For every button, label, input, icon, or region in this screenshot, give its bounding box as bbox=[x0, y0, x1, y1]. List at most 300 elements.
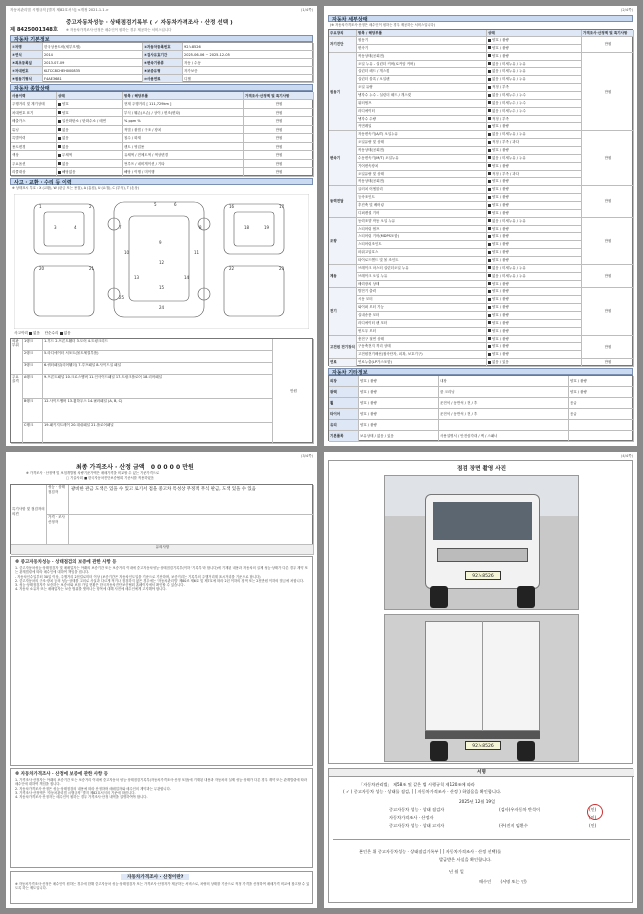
detail-state: 양호 / 불량 bbox=[487, 53, 582, 61]
other-cell: 룸 크리닝 bbox=[439, 387, 569, 398]
detail-state: 양호 / 불량 bbox=[487, 320, 582, 328]
appraisal-body: 1. 가격조사·산정자는 아래의 보증기간 또는 보증거리 이내에 중고자동차 성능·상태점검기록부(자동차가격조사·산정 포함)에 기재된 내용과 자동차의 실제 성능·상태가 다른 경우 계약 또는 관계법령에 따라 매수인에 대하여 책임을 집니다. 2. 자동차가격조사·산정은 성능·상태점검의 내용에 따라 산정하며 매매업자와 매수인의 계약과는 무관합니다. 3. 가격조사·산정액은 '자동차관리법 시행규칙' 별지 제82호서식의 기준에 따릅니다. 4. 자동차가격조사·산정자는 매수인이 원하는 경우 가격조사·산정 내역을 설명하여야 합니다. bbox=[15, 778, 308, 800]
form-title: 중고자동차성능 · 상태점검기록부 ( ✓ 자동차가격조사 · 산정 선택 ) bbox=[66, 20, 233, 26]
final-price-title: 최종 가격조사 · 산정 금액 0 0 0 0 0 만원 bbox=[76, 464, 194, 471]
detail-note: (※ 자동차가격조사·산정은 매수인이 원하는 경우 제공하는 서비스입니다) bbox=[330, 23, 436, 27]
final-price-options: □ 기술사회 ■ 한국자동차진단보증협회 기준서를 적용하였음 bbox=[66, 476, 154, 480]
document-number: 제 8425001348호 bbox=[10, 27, 58, 33]
diagram-part-number: 12 bbox=[159, 260, 165, 265]
detail-state: 적정 / 부족 / 과다 bbox=[487, 171, 582, 179]
signer-role: 중고자동차 성능 · 상태 점검자 bbox=[389, 807, 445, 812]
other-cell: 사용설명서 / 안전삼각대 / 잭 / 스패너 bbox=[439, 431, 569, 442]
checkbox[interactable] bbox=[488, 125, 491, 128]
detail-item: 파워고압호스 bbox=[357, 249, 487, 257]
status-cell: 만원 bbox=[244, 168, 314, 177]
detail-item: 자동변속기(A/T) 오일누유 bbox=[357, 131, 487, 139]
basic-key: ⑨원동기형식 bbox=[11, 75, 43, 83]
diagram-part-number: 1 bbox=[39, 204, 42, 209]
receipt-text-2: 발급받은 사실을 확인합니다. bbox=[439, 857, 492, 862]
checkbox[interactable] bbox=[488, 196, 491, 199]
detail-state: 양호 / 불량 bbox=[487, 147, 582, 155]
basic-value: 2014 bbox=[43, 51, 143, 59]
detail-state: 양호 / 불량 bbox=[487, 233, 582, 241]
status-cell: 썬루프 / 네비게이션 / 기타 bbox=[123, 160, 244, 169]
checkbox[interactable] bbox=[488, 259, 491, 262]
appraisal-title: ※ 자동차가격조사 · 산정에 보증에 관한 사항 등 bbox=[15, 772, 108, 777]
final-price-note: ※ 가격조사 · 산정액 및 보험개발원 차량기준가액은 매매가격을 비교할 수 있는 기준가격으로 bbox=[26, 471, 160, 475]
detail-item: 브레이크 오일 누유 bbox=[357, 273, 487, 281]
diagram-part-number: 21 bbox=[89, 266, 95, 271]
receipt-text-1: 본인은 위 중고자동차성능 · 상태점검기록부 [ ] 자동차가격조사 · 산정 선택)를 bbox=[359, 849, 502, 854]
vehicle-damage-diagram bbox=[14, 194, 309, 329]
detail-item: 동력조향 작동 오일 누유 bbox=[357, 218, 487, 226]
diagram-part-number: 18 bbox=[244, 225, 250, 230]
accident-summary: 사고이력 없음 단순수리 없음 bbox=[14, 331, 71, 335]
caution-header: 유의사항 bbox=[11, 545, 314, 555]
status-cell: 튜닝 bbox=[11, 126, 57, 135]
outer-rank-2: 2랭크 bbox=[23, 351, 43, 363]
section-overall-status: 자동차 종합상태 bbox=[10, 84, 313, 91]
status-cell: 차대번호 표기 bbox=[11, 109, 57, 118]
basic-key: ⑤최초등록일 bbox=[11, 59, 43, 67]
page-number: (2/4쪽) bbox=[620, 8, 633, 12]
status-cell: 렌트 / 영업용 bbox=[123, 143, 244, 152]
detail-item: 원동기 bbox=[357, 37, 487, 45]
detail-state: 양호 / 불량 bbox=[487, 351, 582, 359]
basic-value: 한국상용트럭(세부모델) bbox=[43, 43, 143, 51]
signer-name: (주)진지 임환수 bbox=[499, 823, 528, 828]
detail-state: 적정 / 부족 / 과다 bbox=[487, 139, 582, 147]
basic-key: ⑦차대번호 bbox=[11, 67, 43, 75]
section-other-info: 자동차 기타정보 bbox=[328, 368, 633, 375]
status-cell: 부식 / 훼손(오손) / 상이 / 변조(변타) bbox=[123, 109, 244, 118]
other-cell: 양호 / 불량 bbox=[359, 387, 439, 398]
basic-key: ④검사유효기간 bbox=[143, 51, 183, 59]
other-cell: 광택 bbox=[329, 387, 359, 398]
detail-state: 양호 / 불량 bbox=[487, 45, 582, 53]
checkbox[interactable] bbox=[488, 337, 491, 340]
checkbox[interactable] bbox=[488, 251, 491, 254]
diagram-part-number: 10 bbox=[124, 250, 130, 255]
appraisal-definition-text: ※ 자동차가격조사·산정은 매수인이 원하는 경우에 한해 중고자동차 성능·상태점검자 또는 가격조사·산정자가 제공하는 서비스로, 차량의 상태를 기준으로 적정 가격을 산정하여 매매가격 비교에 참고할 수 있도록 하는 제도입니다. bbox=[15, 882, 310, 891]
basic-value: 92노8526 bbox=[183, 43, 314, 51]
status-cell: 없음 bbox=[57, 160, 123, 169]
checkbox[interactable] bbox=[58, 137, 61, 140]
detail-item: 스티어링조인트 bbox=[357, 241, 487, 249]
other-cell: 운전석 / 동반석 / 전 / 후 bbox=[439, 398, 569, 409]
checkbox[interactable] bbox=[58, 103, 61, 106]
checkbox[interactable] bbox=[58, 128, 61, 131]
detail-item: 냉각수 누수 - 실린더 헤드 / 개스킷 bbox=[357, 92, 487, 100]
detail-state: 양호 / 불량 bbox=[487, 123, 582, 131]
status-cell: % ppm % bbox=[123, 117, 244, 126]
detail-state: 없음 / 미세누유 / 누유 bbox=[487, 68, 582, 76]
detail-price: 만원 bbox=[582, 131, 634, 186]
detail-item: 디퍼렌셜 기어 bbox=[357, 210, 487, 218]
checkbox[interactable] bbox=[488, 274, 491, 277]
detail-state: 양호 / 불량 bbox=[487, 178, 582, 186]
status-cell: 만원 bbox=[244, 126, 314, 135]
frame-rank-c: C랭크 bbox=[23, 423, 43, 444]
basic-value: 자동 / 수동 bbox=[183, 59, 314, 67]
detail-state: 양호 / 불량 bbox=[487, 186, 582, 194]
checkbox[interactable] bbox=[488, 62, 491, 65]
status-cell: 만원 bbox=[244, 160, 314, 169]
checkbox[interactable] bbox=[58, 120, 61, 123]
receipt-date: 년 월 일 bbox=[449, 869, 464, 874]
warranty-title: ※ 중고자동차성능 · 상태점검의 보증에 관한 사항 등 bbox=[15, 560, 117, 565]
checkbox[interactable] bbox=[488, 101, 491, 104]
detail-item: 실내송풍 모터 bbox=[357, 312, 487, 320]
detail-price: 만원 bbox=[582, 186, 634, 217]
other-cell: 유리 bbox=[329, 420, 359, 431]
detail-group: 자기진단 bbox=[329, 37, 357, 53]
diagram-part-number: 8 bbox=[199, 225, 202, 230]
detail-state: 양호 / 불량 bbox=[487, 304, 582, 312]
detail-item: 오일 누유 - 실린더 커버(로커암 커버) bbox=[357, 61, 487, 69]
rear-plate-number: 92노8526 bbox=[465, 741, 501, 750]
status-cell: 해당 / 이행 / 미이행 bbox=[123, 168, 244, 177]
frame-rank-b-items: 12.사이드멤버 13.휠하우스 14.필러패널 (A, B, C) bbox=[43, 399, 273, 423]
detail-price: 만원 bbox=[582, 37, 634, 53]
detail-price: 만원 bbox=[582, 359, 634, 367]
outer-rank-3: 3랭크 bbox=[23, 363, 43, 375]
special-notes-table bbox=[10, 484, 313, 554]
detail-item: 충전구 절연 상태 bbox=[357, 336, 487, 344]
signature-section bbox=[328, 768, 633, 903]
checkbox[interactable] bbox=[58, 111, 61, 114]
diagram-part-number: 16 bbox=[229, 204, 235, 209]
checkbox[interactable] bbox=[58, 162, 61, 165]
outer-rank-1-items: 1.후드 2.프론트휀더 3.도어 4.트렁크리드 bbox=[43, 339, 273, 351]
checkbox[interactable] bbox=[488, 204, 491, 207]
detail-state: 양호 / 불량 bbox=[487, 288, 582, 296]
other-cell: 응급 bbox=[569, 398, 634, 409]
detail-group: 변속기 bbox=[329, 131, 357, 186]
detail-state: 양호 / 불량 bbox=[487, 312, 582, 320]
signer-name: (검사)우자동차 반석이 bbox=[499, 807, 541, 812]
truck-front-photo bbox=[384, 475, 579, 610]
detail-state: 적정 / 부족 bbox=[487, 84, 582, 92]
detail-state: 양호 / 불량 bbox=[487, 226, 582, 234]
detail-state: 양호 / 불량 bbox=[487, 328, 582, 336]
basic-value: 2025-06-06 ~ 2025-12-05 bbox=[183, 51, 314, 59]
status-cell: 해당없음 bbox=[57, 168, 123, 177]
truck-rear-photo bbox=[384, 614, 579, 762]
other-cell: 양호 / 불량 bbox=[359, 409, 439, 420]
diagram-part-number: 22 bbox=[229, 266, 235, 271]
detail-state: 없음 / 미세누유 / 누유 bbox=[487, 273, 582, 281]
detail-status-table bbox=[328, 29, 633, 366]
signature-text-1: 「자동차관리법」 제58조 및 같은 법 시행규칙 제120조에 따라 bbox=[359, 782, 475, 787]
checkbox[interactable] bbox=[488, 164, 491, 167]
basic-value: KLTCC8CHEH000835 bbox=[43, 67, 143, 75]
signer-role: 자동차가격조사 · 산정자 bbox=[389, 815, 434, 820]
frame-rank-a-items: 9.프론트패널 10.크로스멤버 11.인사이드패널 17.트렁크플로어 18.리어패널 bbox=[43, 375, 273, 399]
detail-state: 없음 / 미세누유 / 누유 bbox=[487, 155, 582, 163]
detail-state: 양호 / 불량 bbox=[487, 37, 582, 45]
basic-info-table bbox=[10, 42, 313, 82]
status-cell: 양호 bbox=[57, 109, 123, 118]
inspector-opinion: 광비한 관금 도색은 있을 수 있고 로기서 점을 중고차 특성상 무정적 무식 판금, 도색 있을 수 있음 bbox=[69, 485, 314, 515]
checkbox[interactable] bbox=[488, 211, 491, 214]
checkbox[interactable] bbox=[488, 109, 491, 112]
status-cell: 주행거리 및 계기상태 bbox=[11, 100, 57, 109]
detail-item: 등속조인트 bbox=[357, 194, 487, 202]
detail-price: 만원 bbox=[582, 218, 634, 265]
page-3 bbox=[6, 452, 317, 908]
status-cell: 주요옵션 bbox=[11, 160, 57, 169]
other-cell bbox=[569, 420, 634, 431]
status-cell: 만원 bbox=[244, 134, 314, 143]
frame-rank-a: A랭크 bbox=[23, 375, 43, 399]
signature-text-2: ( ✓ ) 중고자동차 성능 · 상태를 점검, [ ] 자동차가격조사 · 산정 ) 하였음을 확인합니다. bbox=[343, 789, 502, 794]
checkbox[interactable] bbox=[488, 86, 491, 89]
signer-role: 중고자동차 성능 · 상태 고지자 bbox=[389, 823, 445, 828]
other-info-table bbox=[328, 375, 633, 441]
detail-group: 고전원 전기장치 bbox=[329, 336, 357, 360]
checkbox[interactable] bbox=[58, 171, 61, 174]
detail-price: 만원 bbox=[582, 53, 634, 132]
detail-state: 없음 / 미세누유 / 누유 bbox=[487, 218, 582, 226]
detail-item: 시동 모터 bbox=[357, 296, 487, 304]
front-plate-number: 92노8526 bbox=[465, 571, 501, 580]
status-cell: 색상 bbox=[11, 151, 57, 160]
signature-date: 2025년 12월 19일 bbox=[459, 799, 496, 804]
diagram-part-number: 2 bbox=[89, 204, 92, 209]
checkbox[interactable] bbox=[488, 180, 491, 183]
detail-item: 냉각수 수량 bbox=[357, 116, 487, 124]
page-header-left: 자동차관리법 시행규칙 [별지 제82호서식] <개정 2021.1.1.> bbox=[10, 8, 109, 12]
form-notice: ※ 자동차가격조사·산정은 매수인이 원하는 경우 제공하는 서비스입니다 bbox=[66, 28, 172, 32]
detail-state: 양호 / 불량 bbox=[487, 343, 582, 351]
detail-item: 라디에이터 팬 모터 bbox=[357, 320, 487, 328]
checkbox[interactable] bbox=[488, 353, 491, 356]
appraiser-label: 가격 · 조사산정자 bbox=[47, 515, 69, 545]
checkbox[interactable] bbox=[488, 243, 491, 246]
detail-item: 실린더 블록 / 오일팬 bbox=[357, 76, 487, 84]
basic-key: ①차명 bbox=[11, 43, 43, 51]
checkbox[interactable] bbox=[488, 361, 491, 364]
status-cell: 만원 bbox=[244, 117, 314, 126]
signer-mark: (인) bbox=[589, 807, 597, 812]
section-accident-history: 사고 · 교환 · 수리 등 이력 bbox=[10, 178, 313, 185]
basic-key: ⑩사용연료 bbox=[143, 75, 183, 83]
status-cell: 일산화탄소 / 탄화수소 / 매연 bbox=[57, 117, 123, 126]
detail-state: 양호 / 불량 bbox=[487, 296, 582, 304]
detail-item: 커먼레일 bbox=[357, 123, 487, 131]
detail-state: 없음 / 미세누수 / 누수 bbox=[487, 100, 582, 108]
detail-item: 오일유량 및 상태 bbox=[357, 171, 487, 179]
detail-item: 스티어링 기어(MDPS포함) bbox=[357, 233, 487, 241]
other-cell: 양호 / 불량 bbox=[569, 376, 634, 387]
signer-mark: (인) bbox=[589, 815, 597, 820]
detail-item: 수동변속기(M/T) 오일누유 bbox=[357, 155, 487, 163]
detail-header: 항목 / 해당부품 bbox=[357, 30, 487, 37]
page-number: (3/4쪽) bbox=[300, 454, 313, 458]
detail-item: 워터펌프 bbox=[357, 100, 487, 108]
diagram-part-number: 17 bbox=[279, 204, 285, 209]
photo-section-title: 점검 장면 촬영 사진 bbox=[456, 466, 507, 472]
status-cell: 리콜대상 bbox=[11, 168, 57, 177]
overall-status-table bbox=[10, 91, 313, 176]
checkbox[interactable] bbox=[488, 282, 491, 285]
detail-item: 오일유량 및 상태 bbox=[357, 139, 487, 147]
checkbox[interactable] bbox=[488, 133, 491, 136]
checkbox[interactable] bbox=[488, 70, 491, 73]
detail-item: 작동상태(공회전) bbox=[357, 178, 487, 186]
detail-group: 전기 bbox=[329, 288, 357, 335]
detail-item: 고전원전기배선(접속단자, 피복, 보호기구) bbox=[357, 351, 487, 359]
other-cell: 보유상태 / 없음 / 있음 bbox=[359, 431, 439, 442]
page-2 bbox=[324, 6, 637, 446]
detail-state: 양호 / 불량 bbox=[487, 241, 582, 249]
checkbox[interactable] bbox=[58, 154, 61, 157]
checkbox[interactable] bbox=[488, 306, 491, 309]
checkbox[interactable] bbox=[488, 54, 491, 57]
detail-item: 클러치 어셈블리 bbox=[357, 186, 487, 194]
diagram-part-number: 24 bbox=[159, 305, 165, 310]
rank-price: 만원 bbox=[273, 339, 314, 444]
status-header: 상태 bbox=[57, 92, 123, 100]
buyer-signature[interactable]: 매수인 (서명 또는 인) bbox=[479, 879, 527, 884]
status-cell: 적법 / 불법 / 구조 / 장치 bbox=[123, 126, 244, 135]
diagram-part-number: 3 bbox=[54, 225, 57, 230]
checkbox[interactable] bbox=[488, 172, 491, 175]
checkbox[interactable] bbox=[488, 314, 491, 317]
detail-header: 주요장치 bbox=[329, 30, 357, 37]
detail-state: 없음 / 미세누유 / 누유 bbox=[487, 61, 582, 69]
checkbox[interactable] bbox=[488, 117, 491, 120]
checkbox[interactable] bbox=[488, 235, 491, 238]
detail-item: 변속기 bbox=[357, 45, 487, 53]
checkbox[interactable] bbox=[488, 149, 491, 152]
checkbox[interactable] bbox=[488, 298, 491, 301]
detail-state: 양호 / 불량 bbox=[487, 202, 582, 210]
detail-price: 만원 bbox=[582, 265, 634, 289]
detail-item: 윈도우 모터 bbox=[357, 328, 487, 336]
detail-state: 없음 / 미세누수 / 누수 bbox=[487, 92, 582, 100]
outer-rank-1: 1랭크 bbox=[23, 339, 43, 351]
page-1 bbox=[6, 6, 317, 446]
appraisal-definition-title: 자동차가격조사 · 산정이란? bbox=[121, 874, 189, 880]
detail-state: 적정 / 부족 bbox=[487, 116, 582, 124]
status-cell: 만원 bbox=[244, 151, 314, 160]
detail-state: 양호 / 불량 bbox=[487, 210, 582, 218]
other-cell: 운전석 / 동반석 / 전 / 후 bbox=[439, 409, 569, 420]
detail-state: 없음 / 미세누유 / 누유 bbox=[487, 131, 582, 139]
diagram-part-number: 9 bbox=[159, 240, 162, 245]
detail-item: 배력장치 상태 bbox=[357, 281, 487, 289]
status-cell: 침수 / 화재 bbox=[123, 134, 244, 143]
frame-rank-c-items: 19.패키지트레이 20.대쉬패널 21.플로어패널 bbox=[43, 423, 273, 444]
status-cell: 양호 bbox=[57, 100, 123, 109]
checkbox[interactable] bbox=[58, 145, 61, 148]
section-basic-info: 자동차 기본정보 bbox=[10, 35, 313, 42]
basic-key: ⑥변속기종류 bbox=[143, 59, 183, 67]
basic-key: ③연식 bbox=[11, 51, 43, 59]
diagram-part-number: 23 bbox=[279, 266, 285, 271]
checkbox[interactable] bbox=[488, 39, 491, 42]
diagram-part-number: 11 bbox=[194, 250, 200, 255]
other-cell: 휠 bbox=[329, 398, 359, 409]
detail-group: 연료 bbox=[329, 359, 357, 367]
diagram-part-number: 14 bbox=[184, 275, 190, 280]
checkbox[interactable] bbox=[488, 156, 491, 159]
checkbox[interactable] bbox=[488, 345, 491, 348]
other-cell: 응급 bbox=[569, 409, 634, 420]
diagram-part-number: 7 bbox=[119, 225, 122, 230]
status-cell: 없음 bbox=[57, 143, 123, 152]
other-cell: 양호 / 불량 bbox=[569, 387, 634, 398]
diagram-part-number: 20 bbox=[39, 266, 45, 271]
detail-item: 스티어링 펌프 bbox=[357, 226, 487, 234]
detail-state: 양호 / 불량 bbox=[487, 336, 582, 344]
detail-item: 타이로드엔드 및 볼 조인트 bbox=[357, 257, 487, 265]
status-cell: 없음 bbox=[57, 126, 123, 135]
other-cell: 기본품목 bbox=[329, 431, 359, 442]
other-cell bbox=[439, 420, 569, 431]
checkbox[interactable] bbox=[488, 266, 491, 269]
status-cell: 만원 bbox=[244, 143, 314, 152]
detail-item: 와이퍼 모터 기능 bbox=[357, 304, 487, 312]
signer-mark: (인) bbox=[589, 823, 597, 828]
other-cell: 양호 / 불량 bbox=[359, 398, 439, 409]
checkbox[interactable] bbox=[488, 94, 491, 97]
checkbox[interactable] bbox=[488, 78, 491, 81]
final-price-amount: 0 0 0 0 0 만원 bbox=[150, 464, 194, 471]
status-header: 항목 / 해당부품 bbox=[123, 92, 244, 100]
detail-group: 원동기 bbox=[329, 53, 357, 132]
status-cell: 만원 bbox=[244, 109, 314, 118]
detail-state: 없음 / 미세누수 / 누수 bbox=[487, 108, 582, 116]
detail-item: 추진축 및 베어링 bbox=[357, 202, 487, 210]
detail-state: 없음 / 미세누유 / 누유 bbox=[487, 265, 582, 273]
detail-item: 기어변속장치 bbox=[357, 163, 487, 171]
checkbox[interactable] bbox=[488, 321, 491, 324]
other-cell: 외장 bbox=[329, 376, 359, 387]
checkbox[interactable] bbox=[488, 227, 491, 230]
diagram-part-number: 25 bbox=[119, 295, 125, 300]
status-header: 사용이력 bbox=[11, 92, 57, 100]
detail-item: 작동상태(공회전) bbox=[357, 53, 487, 61]
detail-state: 양호 / 불량 bbox=[487, 281, 582, 289]
detail-item: 작동상태(공회전) bbox=[357, 147, 487, 155]
detail-state: 양호 / 불량 bbox=[487, 249, 582, 257]
status-header: 가격조사·산정액 및 특기사항 bbox=[244, 92, 314, 100]
checkbox[interactable] bbox=[488, 290, 491, 293]
status-cell: 현재 주행거리 [ 111,729km ] bbox=[123, 100, 244, 109]
checkbox[interactable] bbox=[488, 188, 491, 191]
other-cell: 타이어 bbox=[329, 409, 359, 420]
checkbox[interactable] bbox=[488, 46, 491, 49]
detail-state: 양호 / 불량 bbox=[487, 194, 582, 202]
signature-header: 서명 bbox=[329, 769, 634, 777]
appraisal-notice-box bbox=[10, 768, 313, 868]
detail-price: 만원 bbox=[582, 288, 634, 335]
appraisal-definition-box bbox=[10, 871, 313, 904]
outer-panel-label: 외판 부위 bbox=[11, 339, 23, 375]
checkbox[interactable] bbox=[488, 219, 491, 222]
status-cell: 무채색 bbox=[57, 151, 123, 160]
checkbox[interactable] bbox=[488, 329, 491, 332]
basic-value: F4AE3681 bbox=[43, 75, 143, 83]
detail-header: 상태 bbox=[487, 30, 582, 37]
checkbox[interactable] bbox=[488, 141, 491, 144]
detail-state: 없음 / 미세누유 / 누유 bbox=[487, 76, 582, 84]
warranty-notice-box bbox=[10, 556, 313, 766]
status-legend: ※ 상태표시 부호 : X (교환), W (판금 또는 용접), A (흠집), U (요철), C (부식), T (손상) bbox=[12, 186, 139, 190]
